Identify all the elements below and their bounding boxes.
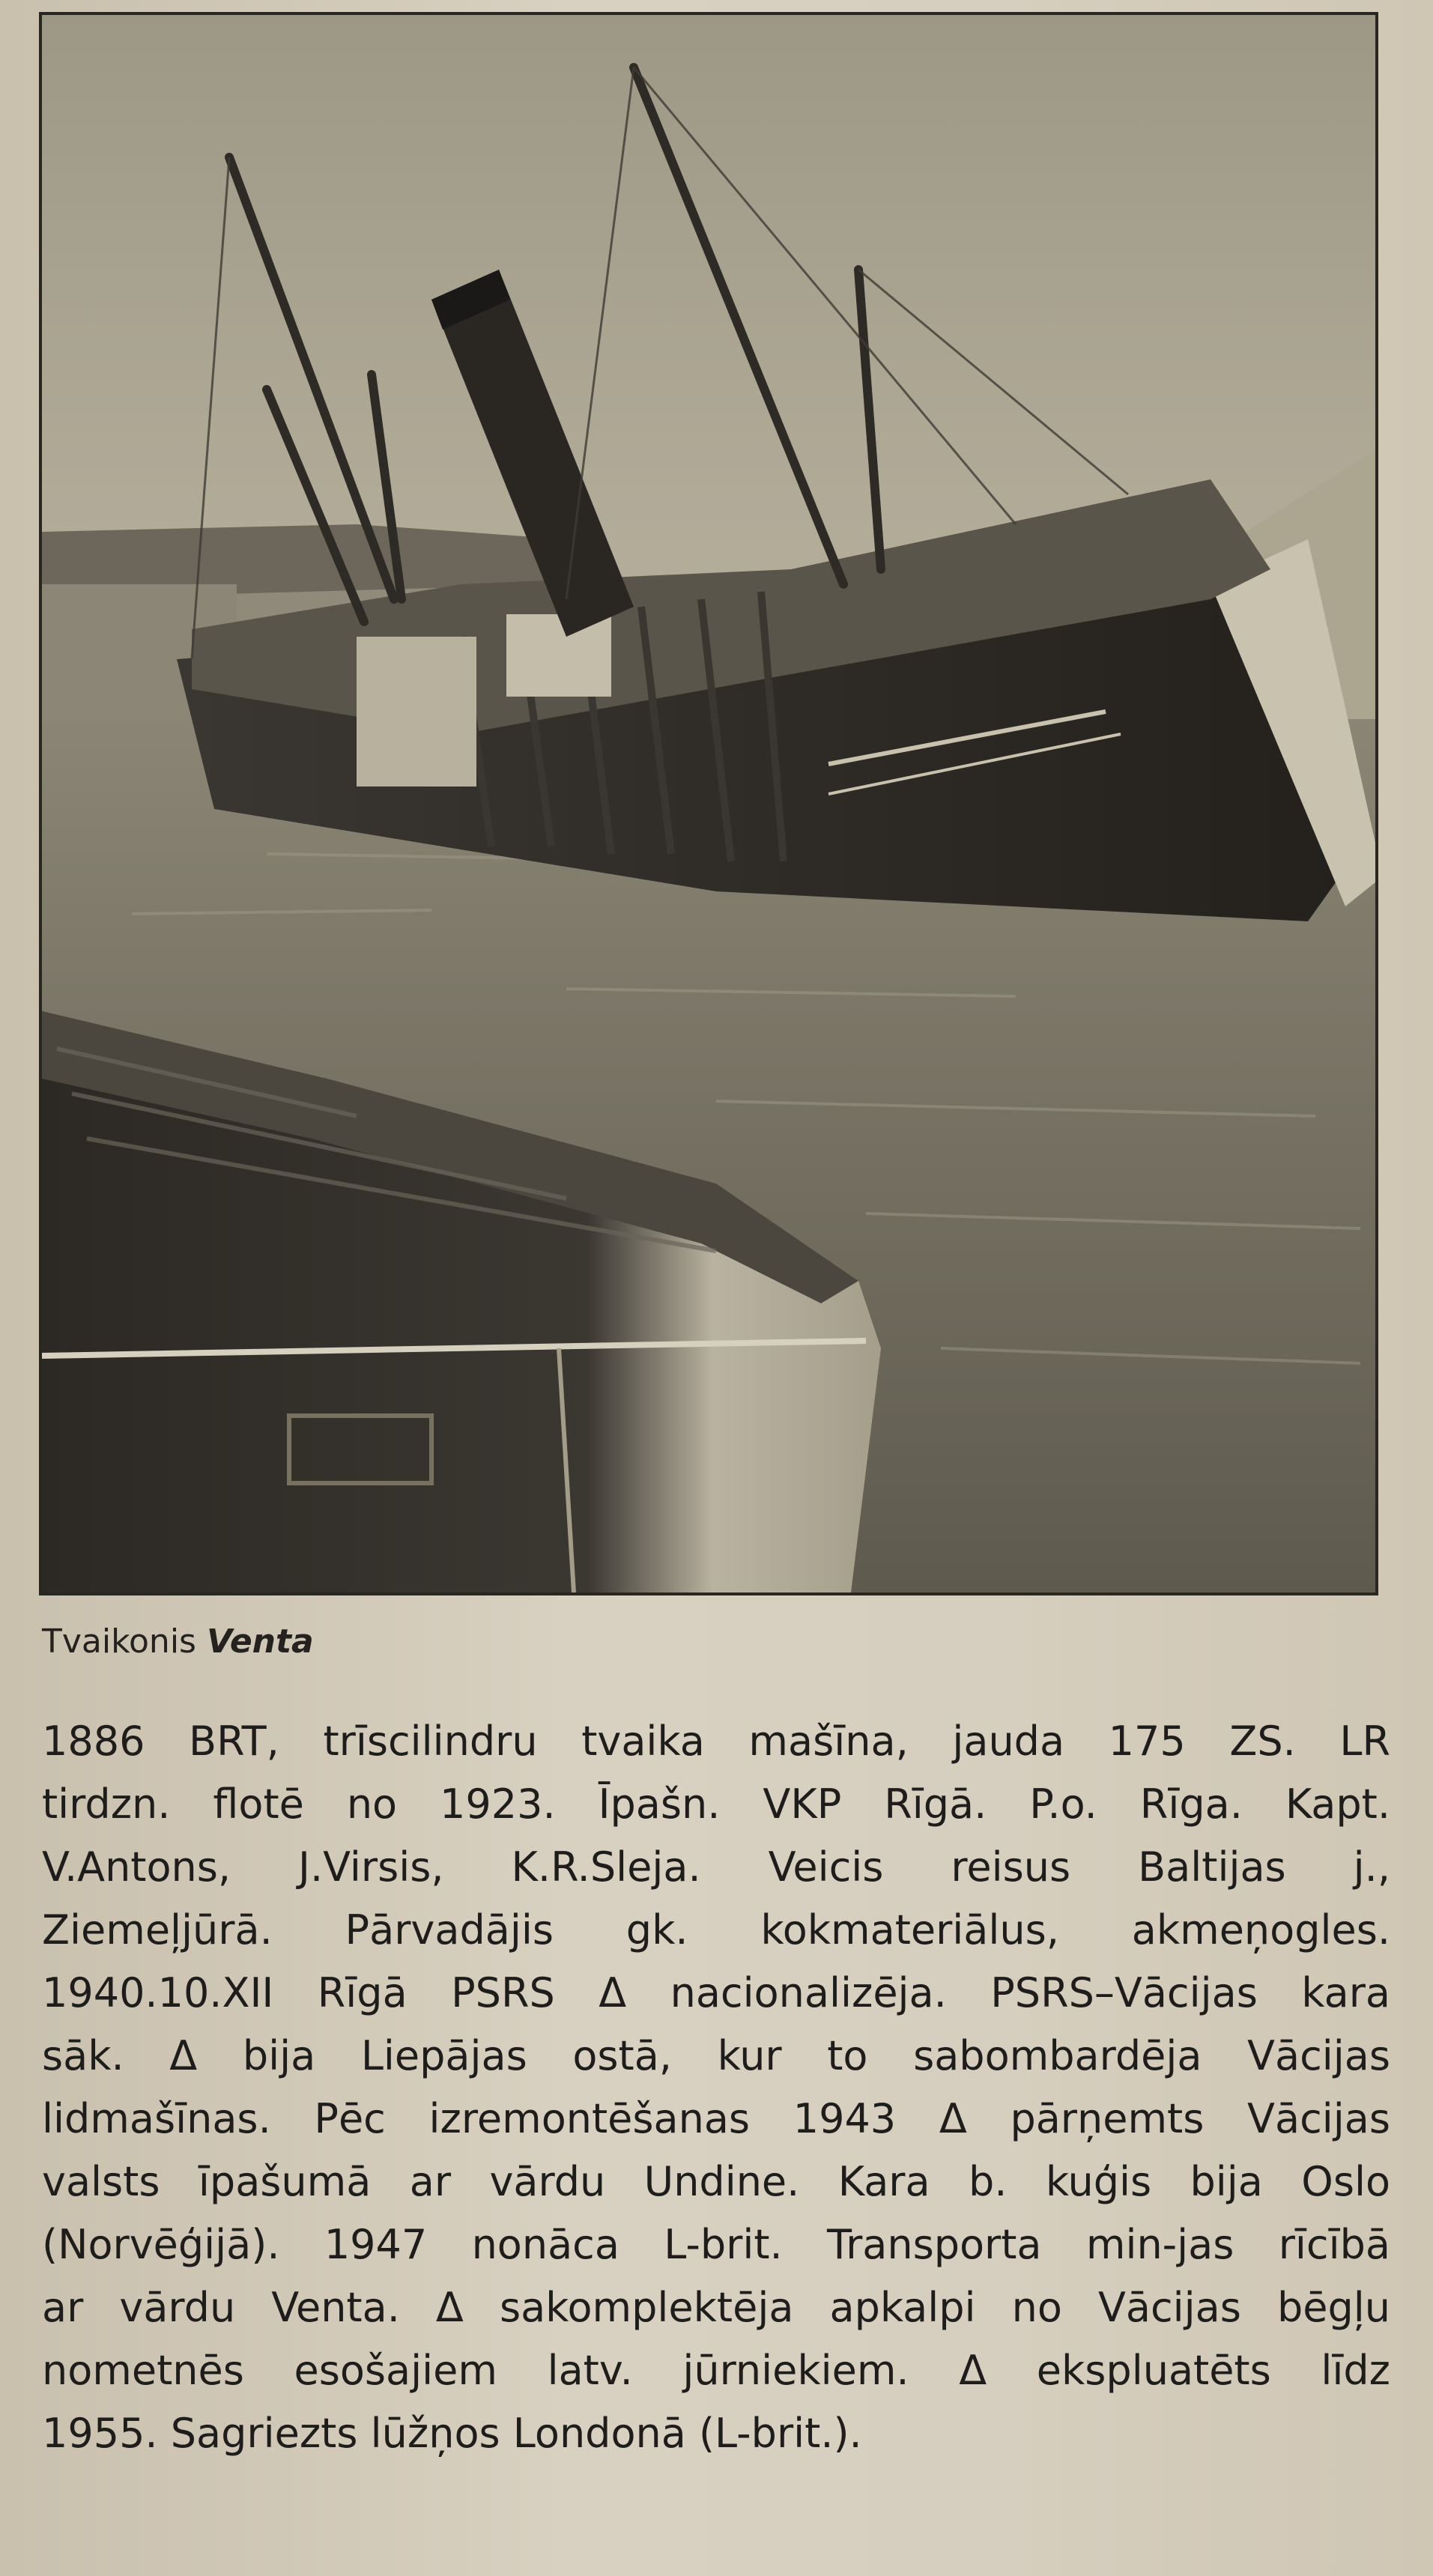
description-line: ar vārdu Venta. Δ sakomplektēja apkalpi no Vācijas bēgļu [42, 2284, 1390, 2331]
description-line: Ziemeļjūrā. Pārvadājis gk. kokmateriālus, akmeņogles. [42, 1906, 1390, 1954]
description-line: (Norvēģijā). 1947 nonāca L-brit. Transporta min-jas rīcībā [42, 2221, 1390, 2268]
ship-photograph [39, 12, 1378, 1595]
description-line: valsts īpašumā ar vārdu Undine. Kara b. kuģis bija Oslo [42, 2158, 1390, 2205]
description-line: V.Antons, J.Virsis, K.R.Sleja. Veicis reisus Baltijas j., [42, 1843, 1390, 1891]
description-line: 1940.10.XII Rīgā PSRS Δ nacionalizēja. PSRS–Vācijas kara [42, 1969, 1390, 2016]
steamship-photo-illustration [42, 15, 1375, 1592]
caption-prefix: Tvaikonis [42, 1622, 196, 1661]
ship-description [42, 1710, 1390, 2465]
photo-caption [42, 1618, 314, 1666]
description-line: lidmašīnas. Pēc izremontēšanas 1943 Δ pārņemts Vācijas [42, 2095, 1390, 2142]
description-line: sāk. Δ bija Liepājas ostā, kur to sabombardēja Vācijas [42, 2032, 1390, 2079]
description-line: nometnēs esošajiem latv. jūrniekiem. Δ ekspluatēts līdz [42, 2347, 1390, 2394]
description-line: tirdzn. flotē no 1923. Īpašn. VKP Rīgā. P.o. Rīga. Kapt. [42, 1781, 1390, 1828]
description-line: 1955. Sagriezts lūžņos Londonā (L-brit.). [42, 2410, 862, 2457]
caption-ship-name: Venta [206, 1622, 314, 1661]
description-line: 1886 BRT, trīscilindru tvaika mašīna, jauda 175 ZS. LR [42, 1718, 1390, 1765]
